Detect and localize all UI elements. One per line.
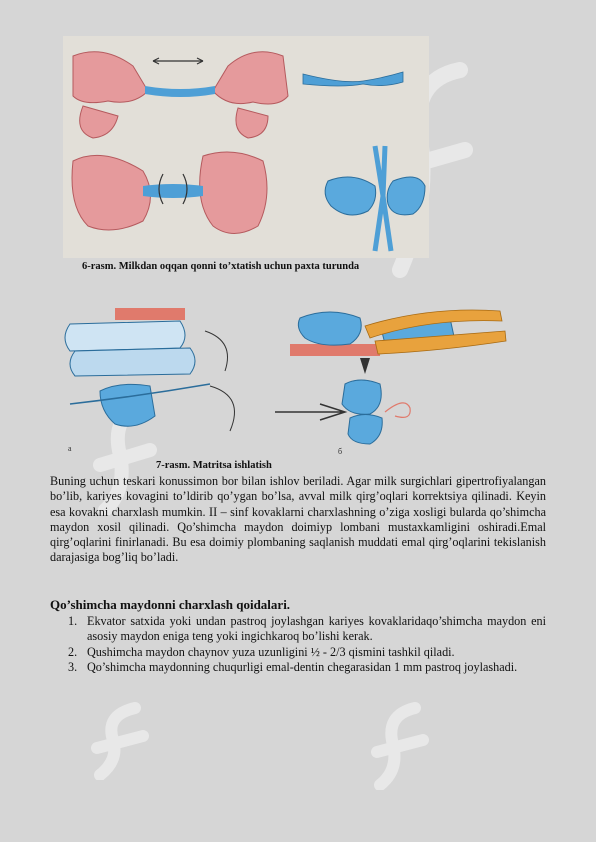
list-item-text: Ekvator satxida yoki undan pastroq joylashgan kariyes kovaklaridaqo’shimcha maydon eni asosiy maydon eniga teng yoki ingichkaroq bo’lishi kerak. [87,614,546,644]
cotton-strand [303,72,403,86]
list-item-number: 3. [68,659,78,674]
rules-list [50,614,546,675]
hands-stretching-cotton [73,52,288,138]
list-item [50,645,546,660]
panel-a-matrix [65,308,235,453]
figure-6-caption: 6-rasm. Milkdan oqqan qonni to’xtatish uchun paxta turunda [82,261,360,272]
list-item [50,614,546,645]
figure-7-illustration [60,296,530,456]
body-paragraph: Buning uchun teskari konussimon bor bilan ishlov beriladi. Agar milk surgichlari gipertrofiyalangan bo’lib, kariyes kovagini to’ldirib qo’ygan bo’lsa, avval milk qirg’oqlari korrektsiya qilinadi. Keyin esa kovakni charxlash mumkin. II – sinf kovaklarni charxlashning o’ziga xosligi bularda qo’shimcha maydon xosil qilinadi. Qo’shimcha maydon doimiyp lombani mustaxkamligini oshiradi.Emal qirg’oqlarini finirlanadi. Bu esa doimiy plombaning saqlanish muddati emal qirg’oqlarini tekislanish darajasiga bog’liq bo’ladi. [50,474,546,565]
figure-6-illustration [63,36,429,258]
list-item-text: Qushimcha maydon chaynov yuza uzunligini ½ - 2/3 qismini tashkil qiladi. [87,644,455,659]
panel-b-matrix [275,310,506,456]
teeth-with-cotton [325,146,425,251]
panel-a-label: a [68,444,72,453]
figure-6-drawing [63,36,429,258]
list-item-number: 1. [68,614,78,628]
section-heading: Qo’shimcha maydonni charxlash qoidalari. [50,597,291,612]
panel-b-label: б [338,447,343,456]
list-item-text: Qo’shimcha maydonning chuqurligi emal-dentin chegarasidan 1 mm pastroq joylashadi. [87,659,518,674]
list-item [50,660,546,675]
fingers-twisting-cotton [72,152,267,234]
watermark-logo [365,700,435,790]
figure-7-caption: 7-rasm. Matritsa ishlatish [156,460,272,471]
list-item-number: 2. [68,644,78,659]
watermark-logo [85,700,155,780]
figure-7-drawing [60,296,530,456]
